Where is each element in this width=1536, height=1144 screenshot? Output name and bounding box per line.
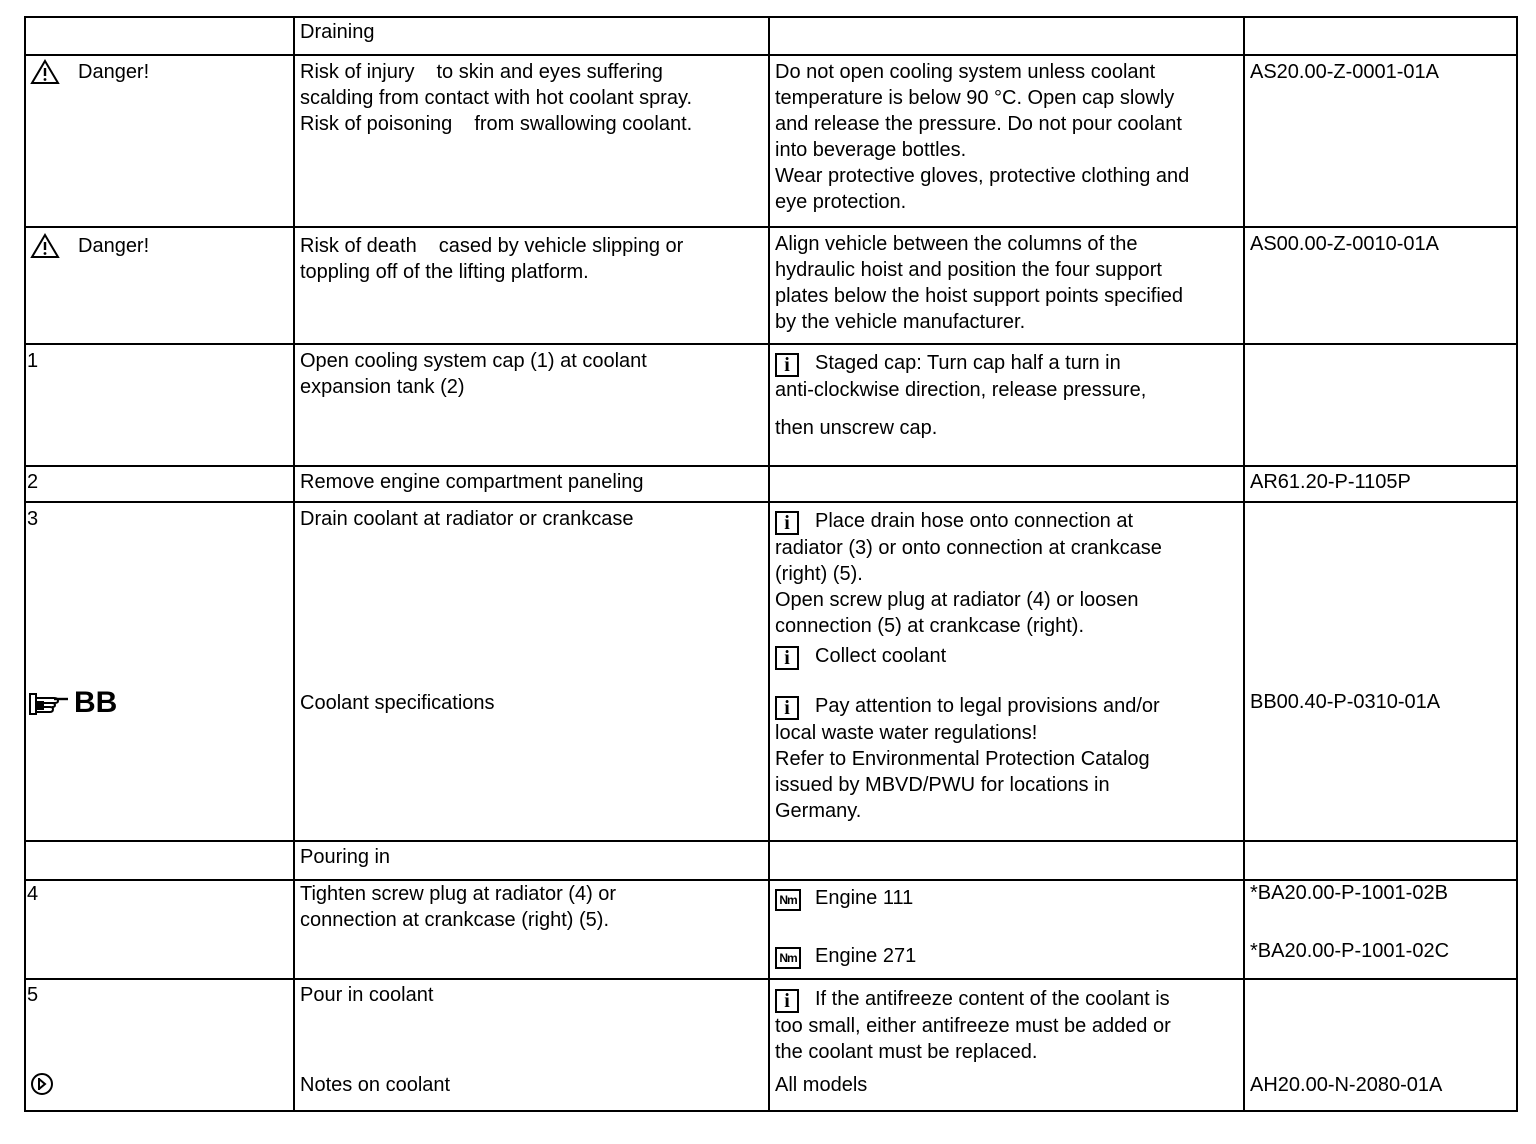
document-reference-icon — [30, 1072, 54, 1096]
note-line: anti-clockwise direction, release pressure, — [775, 379, 1147, 401]
action-line: Wear protective gloves, protective clothing and — [775, 165, 1190, 187]
step-number: 5 — [27, 984, 39, 1006]
note-line: local waste water regulations! — [775, 722, 1038, 744]
note-line: too small, either antifreeze must be added or — [775, 1015, 1171, 1037]
grid-line — [24, 16, 1518, 18]
step-number: 4 — [27, 883, 39, 905]
danger-action — [775, 59, 1189, 215]
warning-triangle-icon — [30, 59, 60, 85]
step-note — [775, 350, 1146, 441]
step-description — [300, 881, 616, 933]
risk-text: toppling off of the lifting platform. — [300, 261, 589, 283]
grid-line — [24, 226, 1518, 228]
reference-link[interactable]: AR61.20-P-1105P — [1250, 471, 1411, 493]
note-line: Place drain hose onto connection at — [815, 510, 1133, 532]
grid-line — [24, 343, 1518, 345]
bb-label: BB — [74, 686, 118, 719]
grid-line — [24, 54, 1518, 56]
engine-label: Engine 271 — [815, 945, 917, 967]
action-line: Do not open cooling system unless coolant — [775, 61, 1156, 83]
note-line: (right) (5). — [775, 563, 863, 585]
section-title-pouring-in: Pouring in — [300, 846, 391, 868]
note-line: Germany. — [775, 800, 862, 822]
step-number: 3 — [27, 508, 39, 530]
engine-label: Engine 111 — [815, 887, 914, 909]
risk-title: Risk of injury — [300, 61, 415, 83]
note-line: issued by MBVD/PWU for locations in — [775, 774, 1110, 796]
step-description: Remove engine compartment paneling — [300, 471, 644, 493]
reference-link[interactable]: AS00.00-Z-0010-01A — [1250, 233, 1440, 255]
description-line: expansion tank (2) — [300, 376, 465, 398]
note-line: the coolant must be replaced. — [775, 1041, 1038, 1063]
step-note — [775, 693, 1160, 824]
info-icon: i — [775, 353, 799, 377]
grid-line — [24, 465, 1518, 467]
note-line: Collect coolant — [815, 645, 947, 667]
action-line: plates below the hoist support points specified — [775, 285, 1184, 307]
grid-line — [1516, 16, 1518, 1112]
description-line: Tighten screw plug at radiator (4) or — [300, 883, 617, 905]
step-description: Coolant specifications — [300, 692, 495, 714]
step-description: Pour in coolant — [300, 984, 434, 1006]
grid-line — [24, 501, 1518, 503]
reference-link[interactable]: AH20.00-N-2080-01A — [1250, 1074, 1443, 1096]
warning-triangle-icon — [30, 233, 60, 259]
risk-text: from swallowing coolant. — [474, 113, 693, 135]
danger-risk-description — [300, 59, 692, 137]
reference-link[interactable]: *BA20.00-P-1001-02C — [1250, 940, 1450, 962]
grid-line — [24, 840, 1518, 842]
danger-label — [30, 233, 149, 259]
risk-text: to skin and eyes suffering — [436, 61, 663, 83]
step-number: 1 — [27, 350, 39, 372]
step-description: Notes on coolant — [300, 1074, 451, 1096]
note-line: Refer to Environmental Protection Catalog — [775, 748, 1150, 770]
action-line: by the vehicle manufacturer. — [775, 311, 1026, 333]
note-line: connection (5) at crankcase (right). — [775, 615, 1085, 637]
pointing-hand-icon — [28, 688, 70, 718]
reference-link[interactable]: *BA20.00-P-1001-02B — [1250, 882, 1448, 904]
danger-text: Danger! — [78, 61, 150, 83]
action-line: temperature is below 90 °C. Open cap slowly — [775, 87, 1175, 109]
risk-title: Risk of death — [300, 235, 417, 257]
step-note — [775, 508, 1162, 670]
danger-label — [30, 59, 149, 85]
description-line: connection at crankcase (right) (5). — [300, 909, 610, 931]
torque-engine-a — [775, 885, 913, 911]
repair-procedure-table — [24, 16, 1518, 1112]
action-line: into beverage bottles. — [775, 139, 967, 161]
grid-line — [24, 16, 26, 1112]
info-icon: i — [775, 989, 799, 1013]
torque-nm-icon: Nm — [775, 889, 801, 911]
step-note — [775, 986, 1171, 1065]
torque-nm-icon: Nm — [775, 947, 801, 969]
reference-link[interactable]: BB00.40-P-0310-01A — [1250, 691, 1441, 713]
bb-reference-marker — [28, 686, 117, 725]
action-line: eye protection. — [775, 191, 907, 213]
note-line: Pay attention to legal provisions and/or — [815, 695, 1160, 717]
danger-risk-description — [300, 233, 683, 285]
grid-line — [293, 16, 295, 1112]
danger-action — [775, 231, 1183, 335]
section-title-draining: Draining — [300, 21, 375, 43]
step-description: Drain coolant at radiator or crankcase — [300, 508, 634, 530]
action-line: Align vehicle between the columns of the — [775, 233, 1138, 255]
risk-title: Risk of poisoning — [300, 113, 453, 135]
action-line: and release the pressure. Do not pour coolant — [775, 113, 1182, 135]
step-description — [300, 348, 647, 400]
grid-line — [768, 16, 770, 1112]
risk-text: cased by vehicle slipping or — [438, 235, 684, 257]
note-line: then unscrew cap. — [775, 417, 938, 439]
action-line: hydraulic hoist and position the four support — [775, 259, 1162, 281]
risk-text: scalding from contact with hot coolant spray. — [300, 87, 693, 109]
note-line: radiator (3) or onto connection at crankcase — [775, 537, 1162, 559]
info-icon: i — [775, 646, 799, 670]
grid-line — [1243, 16, 1245, 1112]
grid-line — [24, 1110, 1518, 1112]
info-icon: i — [775, 511, 799, 535]
torque-engine-b — [775, 943, 916, 969]
note-line: Open screw plug at radiator (4) or loosen — [775, 589, 1139, 611]
notes-reference-marker — [30, 1072, 54, 1103]
note-line: Staged cap: Turn cap half a turn in — [815, 352, 1121, 374]
info-icon: i — [775, 696, 799, 720]
reference-link[interactable]: AS20.00-Z-0001-01A — [1250, 61, 1440, 83]
models-label: All models — [775, 1074, 868, 1096]
step-number: 2 — [27, 471, 39, 493]
description-line: Open cooling system cap (1) at coolant — [300, 350, 647, 372]
danger-text: Danger! — [78, 235, 150, 257]
note-line: If the antifreeze content of the coolant is — [815, 988, 1170, 1010]
grid-line — [24, 978, 1518, 980]
